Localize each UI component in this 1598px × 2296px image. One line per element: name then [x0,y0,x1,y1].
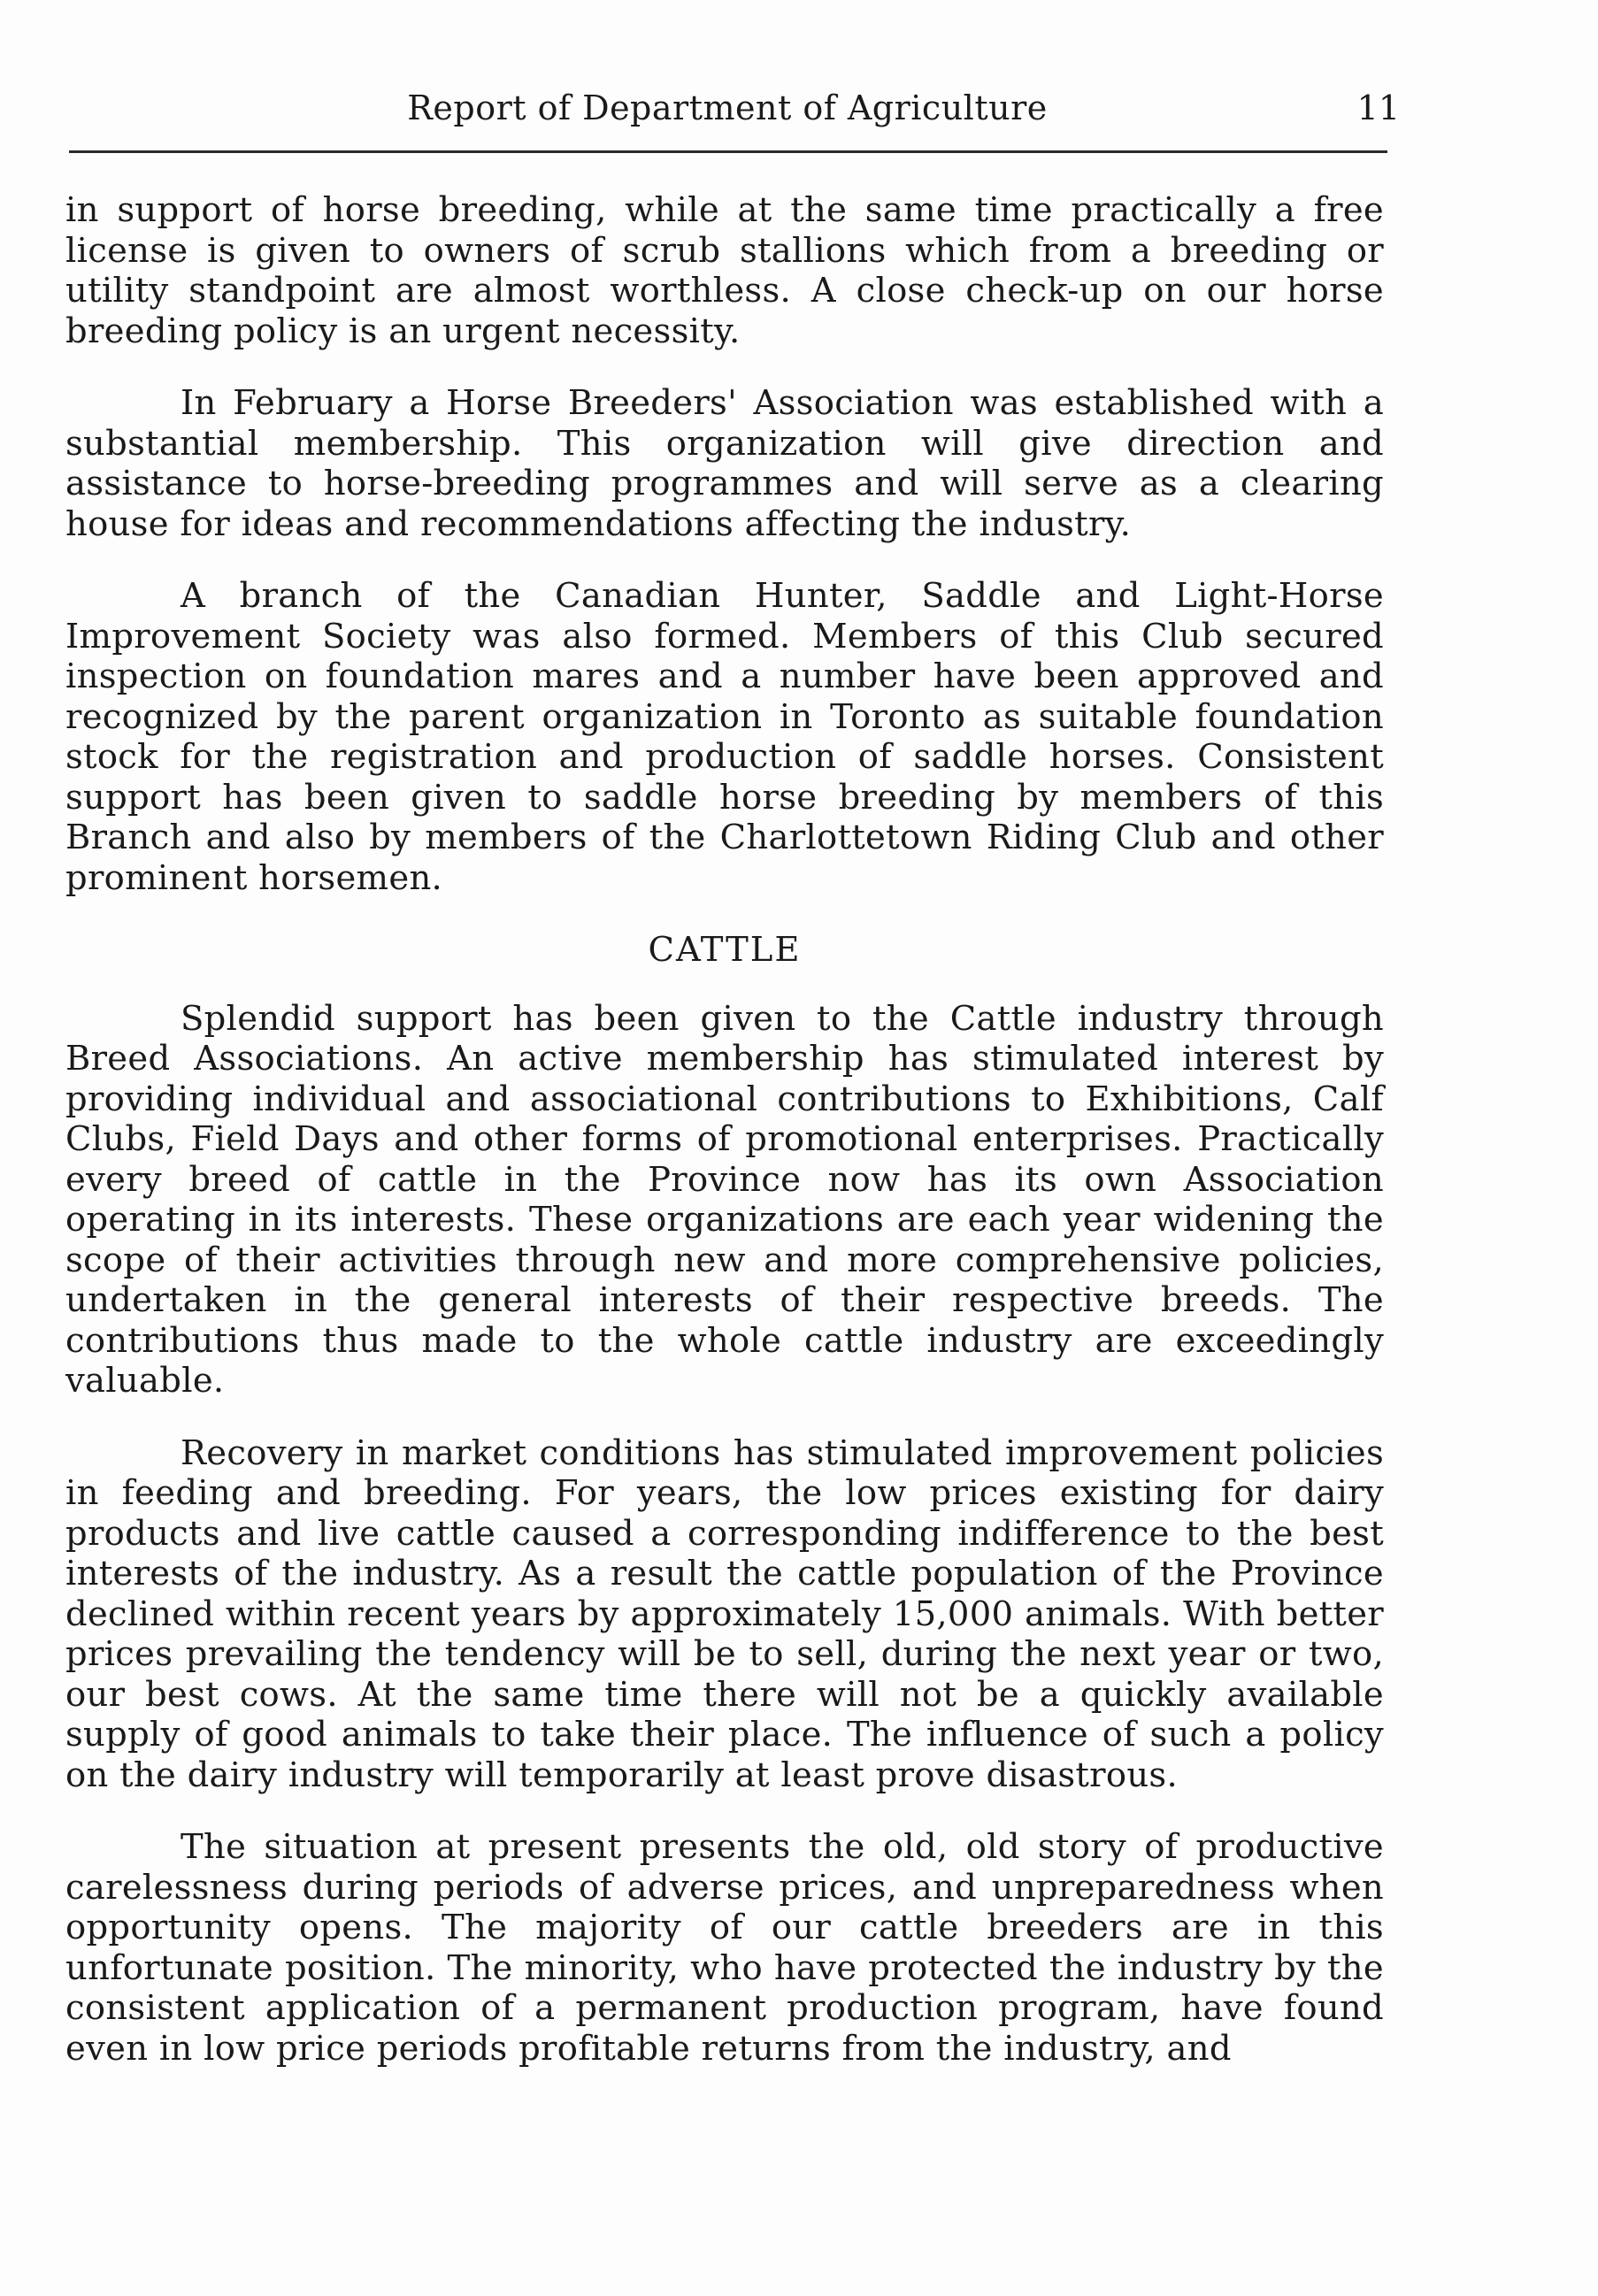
header-rule [69,150,1387,153]
paragraph-present-situation: The situation at present presents the old, old story of productive carelessness during periods of adverse prices, and unpreparedness when opportunity opens. The majority of our cattle breeders are in this unfortunate position. The minority, who have protected the industry by the consistent application of a permanent production program, have found even in low price periods profitable returns from the industry, and [65,1827,1384,2069]
section-heading-cattle: CATTLE [648,930,802,970]
body-text [65,190,1384,2100]
running-header-title: Report of Department of Agriculture [407,88,1048,127]
paragraph-breed-associations: Splendid support has been given to the Cattle industry through Breed Associations. An active membership has stimulated interest by providing individual and associational contributions to Exhibitions, Calf Clubs, Field Days and other forms of promotional enterprises. Practically every breed of cattle in the Province now has its own Association operating in its interests. These organizations are each year widening the scope of their activities through new and more comprehensive policies, undertaken in the general interests of their respective breeds. The contributions thus made to the whole cattle industry are exceedingly valuable. [65,998,1384,1401]
paragraph-horse-breeders-association: In February a Horse Breeders' Association was established with a substantial membership. This organization will give direction and assistance to horse-breeding programmes and will serve as a clearing house for ideas and recommendations affecting the industry. [65,383,1384,544]
paragraph-horse-breeding-continued: in support of horse breeding, while at the same time practically a free license is given to owners of scrub stallions which from a breeding or utility standpoint are almost worthless. A close check-up on our horse breeding policy is an urgent necessity. [65,190,1384,351]
paragraph-hunter-saddle-society: A branch of the Canadian Hunter, Saddle and Light-Horse Improvement Society was also formed. Members of this Club secured inspection on foundation mares and a number have been approved and recognized by the parent organization in Toronto as suitable foundation stock for the registration and production of saddle horses. Consistent support has been given to saddle horse breeding by members of this Branch and also by members of the Charlottetown Riding Club and other prominent horsemen. [65,576,1384,898]
running-header [64,88,1400,142]
page-number: 11 [1356,88,1400,127]
paragraph-market-recovery: Recovery in market conditions has stimulated improvement policies in feeding and breeding. For years, the low prices existing for dairy products and live cattle caused a corresponding indifference to the best interests of the industry. As a result the cattle population of the Province declined within recent years by approximately 15,000 animals. With better prices prevailing the tendency will be to sell, during the next year or two, our best cows. At the same time there will not be a quickly available supply of good animals to take their place. The influence of such a policy on the dairy industry will temporarily at least prove disastrous. [65,1432,1384,1795]
